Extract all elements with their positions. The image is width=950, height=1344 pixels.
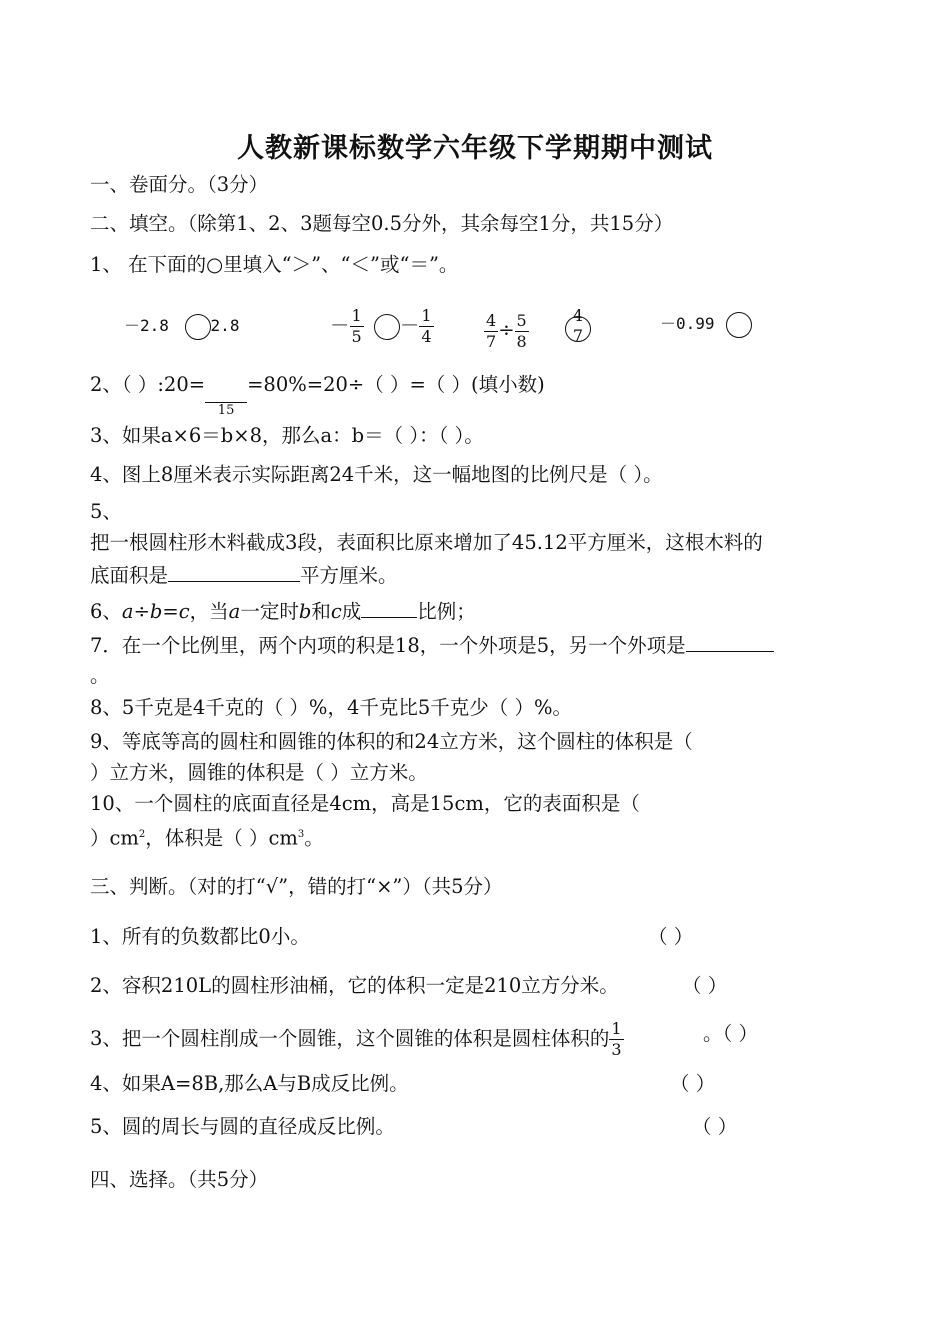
q10-text: ，体积是（ ）cm: [145, 826, 298, 850]
var-c: c: [330, 600, 342, 623]
var-a: a: [121, 600, 134, 623]
question-7-line-2: 。: [90, 664, 110, 687]
fraction-five-eighths: [515, 311, 529, 352]
q10-text: 。: [304, 826, 324, 850]
compare-circle-d[interactable]: [726, 312, 752, 338]
q6-text: 成: [341, 600, 362, 623]
compare-circle-b[interactable]: [374, 314, 400, 340]
compare-item-b: [330, 306, 434, 347]
question-4: 4、图上8厘米表示实际距离24千米，这一幅地图的比例尺是（ ）。: [90, 463, 663, 486]
judge-3-answer[interactable]: 。（ ）: [703, 1022, 758, 1045]
section-4-heading: 四、选择。（共5分）: [90, 1168, 269, 1191]
answer-blank-outer-term[interactable]: [686, 651, 774, 652]
question-2-part-1: 2、（ ）:20=: [90, 373, 206, 396]
compare-a-left: －2.8: [124, 316, 169, 335]
var-b: b: [149, 600, 163, 623]
section-1-heading: 一、卷面分。（3分）: [90, 173, 269, 196]
divide-sign: ÷: [133, 600, 150, 623]
minus-sign: －: [399, 314, 420, 337]
fraction-numerator: 1: [611, 1019, 622, 1038]
compare-item-d: [660, 311, 752, 338]
q6-text: ，当: [189, 600, 229, 623]
fraction-denominator: 5: [351, 327, 362, 346]
answer-blank-area[interactable]: [168, 581, 300, 582]
question-9-line-2: ）立方米，圆锥的体积是（ ）立方米。: [90, 761, 428, 784]
judge-4: 4、如果A=8B,那么A与B成反比例。: [90, 1072, 409, 1095]
question-5-line-2: [90, 563, 398, 589]
question-5-text-b: 平方厘米。: [300, 564, 398, 587]
question-10-line-1: 10、一个圆柱的底面直径是4cm，高是15cm，它的表面积是（: [90, 792, 640, 815]
question-10-line-2: [90, 822, 324, 852]
fraction-denominator: 7: [486, 331, 497, 351]
judge-2-answer[interactable]: （ ）: [682, 974, 728, 997]
fraction-denominator: 15: [217, 403, 235, 418]
question-9-line-1: 9、等底等高的圆柱和圆锥的体积的和24立方米，这个圆柱的体积是（: [90, 730, 693, 753]
page-title: 人教新课标数学六年级下学期期中测试: [237, 133, 713, 164]
q6-text: 一定时: [240, 600, 299, 623]
superscript-2: 2: [138, 829, 146, 840]
fraction-denominator: 8: [516, 331, 527, 351]
fraction-numerator: 4: [572, 306, 584, 325]
q6-text: 6、: [90, 600, 122, 623]
judge-1: 1、所有的负数都比0小。: [90, 925, 310, 948]
fraction-one-third: [609, 1019, 623, 1060]
question-2: [90, 372, 545, 419]
var-b: b: [298, 600, 312, 623]
section-3-heading: 三、判断。（对的打“√”，错的打“×”）（共5分）: [90, 875, 503, 898]
question-6: [90, 599, 476, 625]
compare-circle-c-wrap: [565, 306, 595, 356]
judge-5-answer[interactable]: （ ）: [692, 1115, 738, 1138]
compare-d-left: －0.99: [660, 314, 715, 333]
compare-a-right: 2.8: [210, 316, 240, 335]
question-5-text-a: 底面积是: [90, 564, 169, 587]
divide-sign: ÷: [498, 318, 515, 342]
equals-sign: =: [162, 600, 179, 623]
question-5-line-1: 把一根圆柱形木料截成3段，表面积比原来增加了45.12平方厘米，这根木料的: [90, 531, 763, 554]
fraction-numerator: 1: [421, 306, 432, 325]
q7-text: 7．在一个比例里，两个内项的积是18，一个外项是5，另一个外项是: [90, 634, 686, 657]
fraction-denominator: 3: [611, 1040, 622, 1059]
superscript-3: 3: [297, 829, 305, 840]
question-5-number: 5、: [90, 500, 122, 523]
judge-4-answer[interactable]: （ ）: [670, 1072, 716, 1095]
fraction-one-fourth: [419, 306, 433, 347]
judge-3: [90, 1019, 624, 1060]
judge-2: 2、容积210L的圆柱形油桶，它的体积一定是210立方分米。: [90, 974, 619, 997]
answer-blank-proportion[interactable]: [361, 617, 417, 618]
fraction-numerator: 5: [516, 310, 527, 330]
fraction-numerator: 1: [351, 306, 362, 325]
question-3: 3、如果a×6＝b×8，那么a：b＝（ ）：（ ）。: [90, 424, 484, 447]
question-1-text: 1、 在下面的○里填入“＞”、“＜”或“＝”。: [90, 253, 459, 276]
compare-item-c: [484, 306, 595, 356]
judge-5: 5、圆的周长与圆的直径成反比例。: [90, 1115, 395, 1138]
q10-text: ）cm: [90, 826, 139, 850]
question-2-part-2: =80%=20÷（ ）=（ ）(填小数): [247, 373, 545, 396]
compare-item-a: [124, 313, 239, 340]
judge-1-answer[interactable]: （ ）: [648, 925, 694, 948]
q6-text: 比例；: [417, 600, 476, 623]
question-7-line-1: [90, 633, 774, 659]
fraction-one-fifth: [350, 306, 364, 347]
q6-text: 和: [311, 600, 331, 623]
compare-circle-a[interactable]: [185, 314, 211, 340]
compare-circle-c[interactable]: [565, 316, 591, 342]
judge-3-text: 3、把一个圆柱削成一个圆锥，这个圆锥的体积是圆柱体积的: [90, 1027, 610, 1050]
fraction-denominator: 7: [572, 326, 584, 345]
section-2-heading: 二、填空。（除第1、2、3题每空0.5分外，其余每空1分，共15分）: [90, 212, 674, 235]
fraction-blank-over-15: [205, 402, 247, 419]
question-8: 8、5千克是4千克的（ ）%，4千克比5千克少（ ）%。: [90, 696, 572, 719]
var-c: c: [178, 600, 190, 623]
fraction-four-sevenths: [484, 311, 498, 352]
fraction-denominator: 4: [421, 327, 432, 346]
minus-sign: －: [330, 314, 350, 337]
var-a: a: [228, 600, 241, 623]
fraction-numerator: 4: [486, 310, 497, 330]
